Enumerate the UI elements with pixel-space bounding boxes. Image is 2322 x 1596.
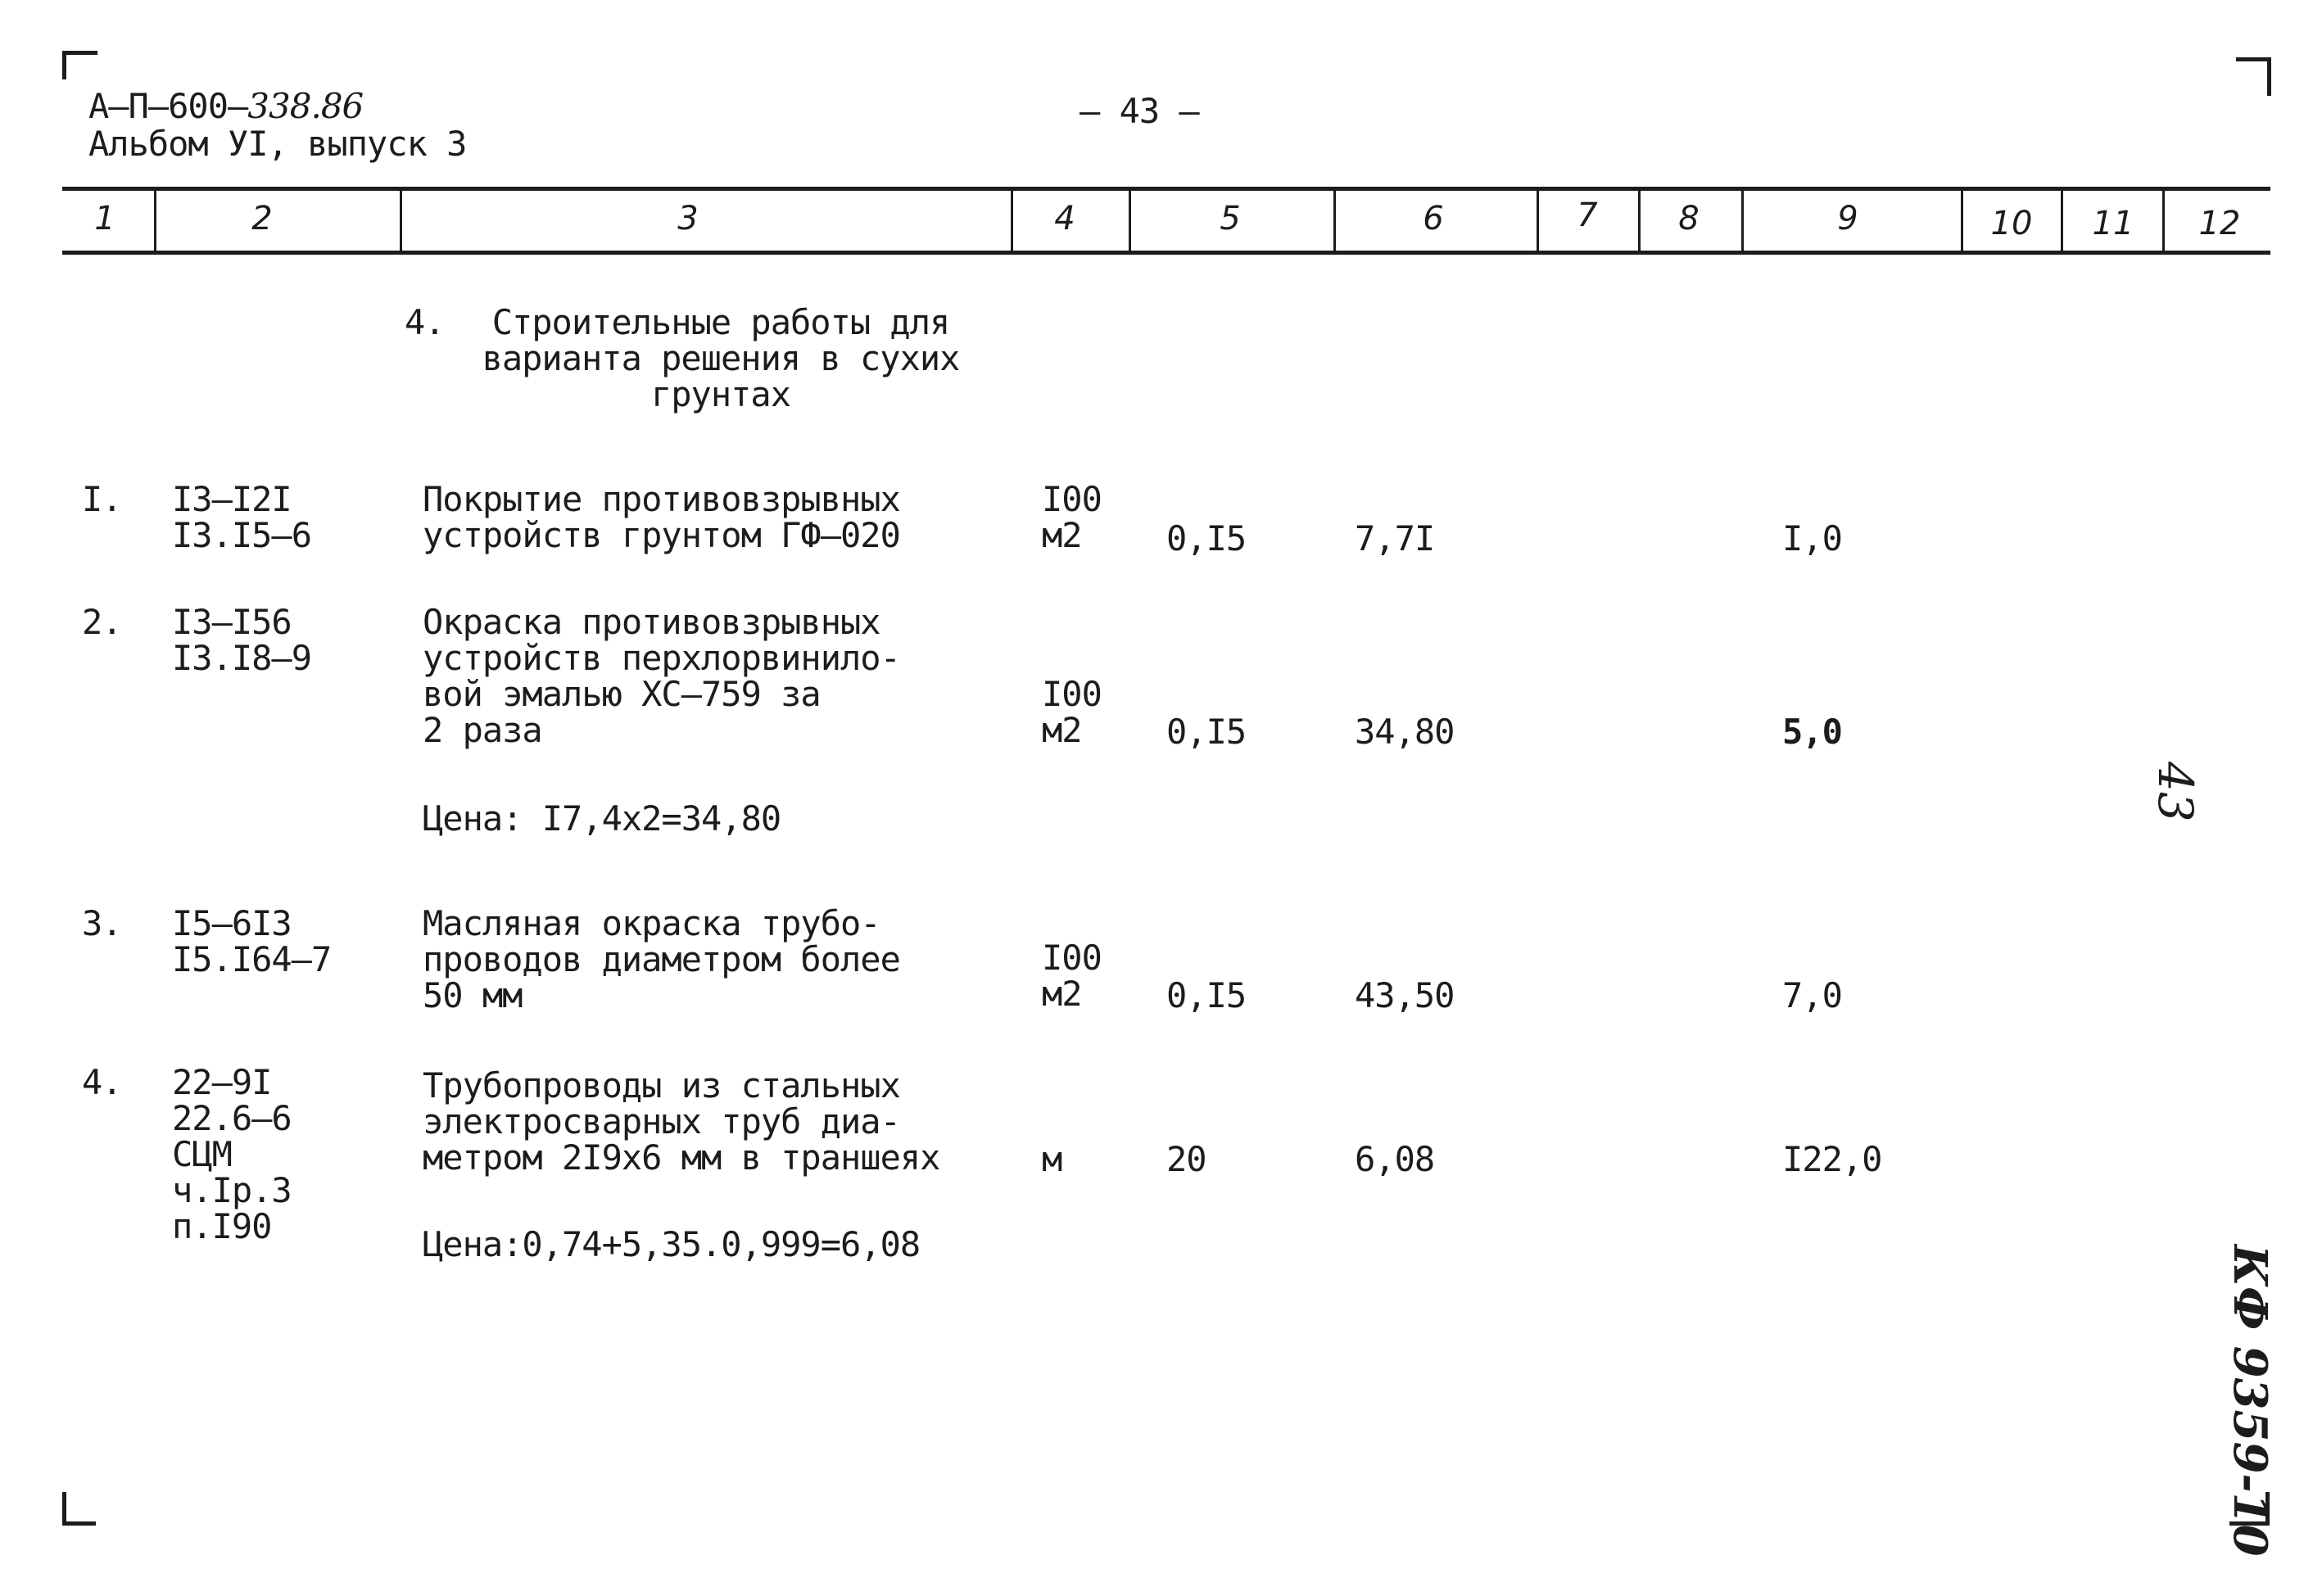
unit-line: м2 <box>1042 710 1082 750</box>
work-description <box>423 604 900 748</box>
norm-code: I5–6I3 <box>172 903 292 943</box>
column-divider <box>2061 191 2063 251</box>
description-line: вой эмалью ХС–759 за <box>423 674 821 714</box>
row-number: 3. <box>82 903 122 943</box>
column-number: 2 <box>251 200 273 237</box>
section-title-line: Строительные работы для <box>491 302 950 342</box>
work-description <box>423 1065 940 1178</box>
column-number: 6 <box>1423 200 1444 237</box>
unit-price: 6,08 <box>1355 1139 1435 1179</box>
norm-codes <box>172 1062 292 1246</box>
description-line: метром 2I9х6 мм в траншеях <box>423 1137 940 1178</box>
column-divider <box>2162 191 2165 251</box>
column-divider <box>1011 191 1013 251</box>
unit-of-measure <box>1042 676 1102 748</box>
column-divider <box>154 191 156 251</box>
column-divider <box>400 191 402 251</box>
unit-line: м2 <box>1042 974 1082 1014</box>
quantity: 0,I5 <box>1166 975 1247 1015</box>
description-line: Трубопроводы из стальных <box>423 1065 900 1105</box>
page-number: – 43 – <box>1080 91 1199 131</box>
column-9-value: I22,0 <box>1782 1139 1882 1179</box>
description-line: устройств перхлорвинило- <box>423 638 900 678</box>
unit-of-measure: м <box>1042 1139 1062 1179</box>
archive-stamp: КФ 9359-10 <box>2223 1245 2277 1557</box>
work-description <box>423 903 900 1015</box>
document-code-handwritten: 338.86 <box>247 86 364 126</box>
corner-mark-top-left <box>62 51 97 79</box>
column-number: 3 <box>677 200 699 237</box>
quantity: 20 <box>1166 1139 1206 1179</box>
column-divider <box>1129 191 1131 251</box>
section-title-line: варианта решения в сухих <box>482 338 960 378</box>
norm-code: I3.I5–6 <box>172 515 312 555</box>
section-title <box>459 302 983 414</box>
norm-code: I5.I64–7 <box>172 939 332 979</box>
column-number: 11 <box>2092 205 2134 242</box>
norm-code: СЦМ <box>172 1134 232 1174</box>
column-9-value: 5,0 <box>1782 712 1842 752</box>
corner-mark-bottom-left <box>62 1492 96 1526</box>
section-title-line: грунтах <box>650 374 790 414</box>
norm-code: I3.I8–9 <box>172 638 312 678</box>
row-number: 2. <box>82 602 122 642</box>
column-number: 1 <box>94 200 115 237</box>
quantity: 0,I5 <box>1166 712 1247 752</box>
row-number: I. <box>82 479 122 519</box>
column-number: 10 <box>1990 205 2033 242</box>
corner-mark-top-right <box>2236 57 2271 96</box>
column-divider <box>1333 191 1336 251</box>
column-9-value: I,0 <box>1782 518 1842 558</box>
norm-code: I3–I2I <box>172 479 292 519</box>
norm-code: п.I90 <box>172 1206 272 1246</box>
column-number: 8 <box>1678 200 1700 237</box>
column-divider <box>1741 191 1744 251</box>
norm-codes <box>172 604 311 676</box>
description-line: устройств грунтом ГФ–020 <box>423 515 900 555</box>
unit-price: 43,50 <box>1355 975 1455 1015</box>
unit-line: I00 <box>1042 938 1102 978</box>
table-header-top-rule <box>62 187 2270 191</box>
description-line: Покрытие противовзрывных <box>423 479 900 519</box>
column-divider <box>1537 191 1539 251</box>
price-note: Цена:0,74+5,35.0,999=6,08 <box>423 1224 921 1264</box>
quantity: 0,I5 <box>1166 518 1247 558</box>
section-number: 4. <box>405 302 445 342</box>
column-number: 9 <box>1837 200 1858 237</box>
norm-codes <box>172 479 312 555</box>
unit-price: 7,7I <box>1355 518 1435 558</box>
table-header-bottom-rule <box>62 251 2270 255</box>
description-line: электросварных труб диа- <box>423 1101 900 1142</box>
description-line: Масляная окраска трубо- <box>423 903 880 943</box>
unit-of-measure <box>1042 479 1102 555</box>
column-divider <box>1961 191 1963 251</box>
description-line: проводов диаметром более <box>423 939 900 979</box>
norm-code: 22–9I <box>172 1062 272 1102</box>
column-number: 12 <box>2198 205 2241 242</box>
column-number: 4 <box>1054 200 1075 237</box>
unit-of-measure <box>1042 940 1102 1012</box>
margin-page-mark: 43 <box>2148 762 2203 822</box>
column-number: 7 <box>1577 197 1598 234</box>
unit-line: I00 <box>1042 479 1102 519</box>
row-number: 4. <box>82 1062 122 1102</box>
unit-price: 34,80 <box>1355 712 1455 752</box>
album-issue: Альбом УI, выпуск 3 <box>88 124 467 164</box>
description-line: 50 мм <box>423 975 523 1015</box>
price-note: Цена: I7,4х2=34,80 <box>423 798 781 839</box>
norm-code: I3–I56 <box>172 602 292 642</box>
norm-code: 22.6–6 <box>172 1098 292 1138</box>
description-line: 2 раза <box>423 710 542 750</box>
document-code <box>88 88 363 124</box>
column-number: 5 <box>1220 200 1241 237</box>
column-9-value: 7,0 <box>1782 975 1842 1015</box>
work-description <box>423 479 900 555</box>
description-line: Окраска противовзрывных <box>423 602 880 642</box>
norm-code: ч.Iр.3 <box>172 1170 292 1210</box>
unit-line: м2 <box>1042 515 1082 555</box>
column-divider <box>1638 191 1641 251</box>
document-code-printed: А–П–600– <box>88 86 248 126</box>
unit-line: I00 <box>1042 674 1102 714</box>
norm-codes <box>172 903 332 979</box>
